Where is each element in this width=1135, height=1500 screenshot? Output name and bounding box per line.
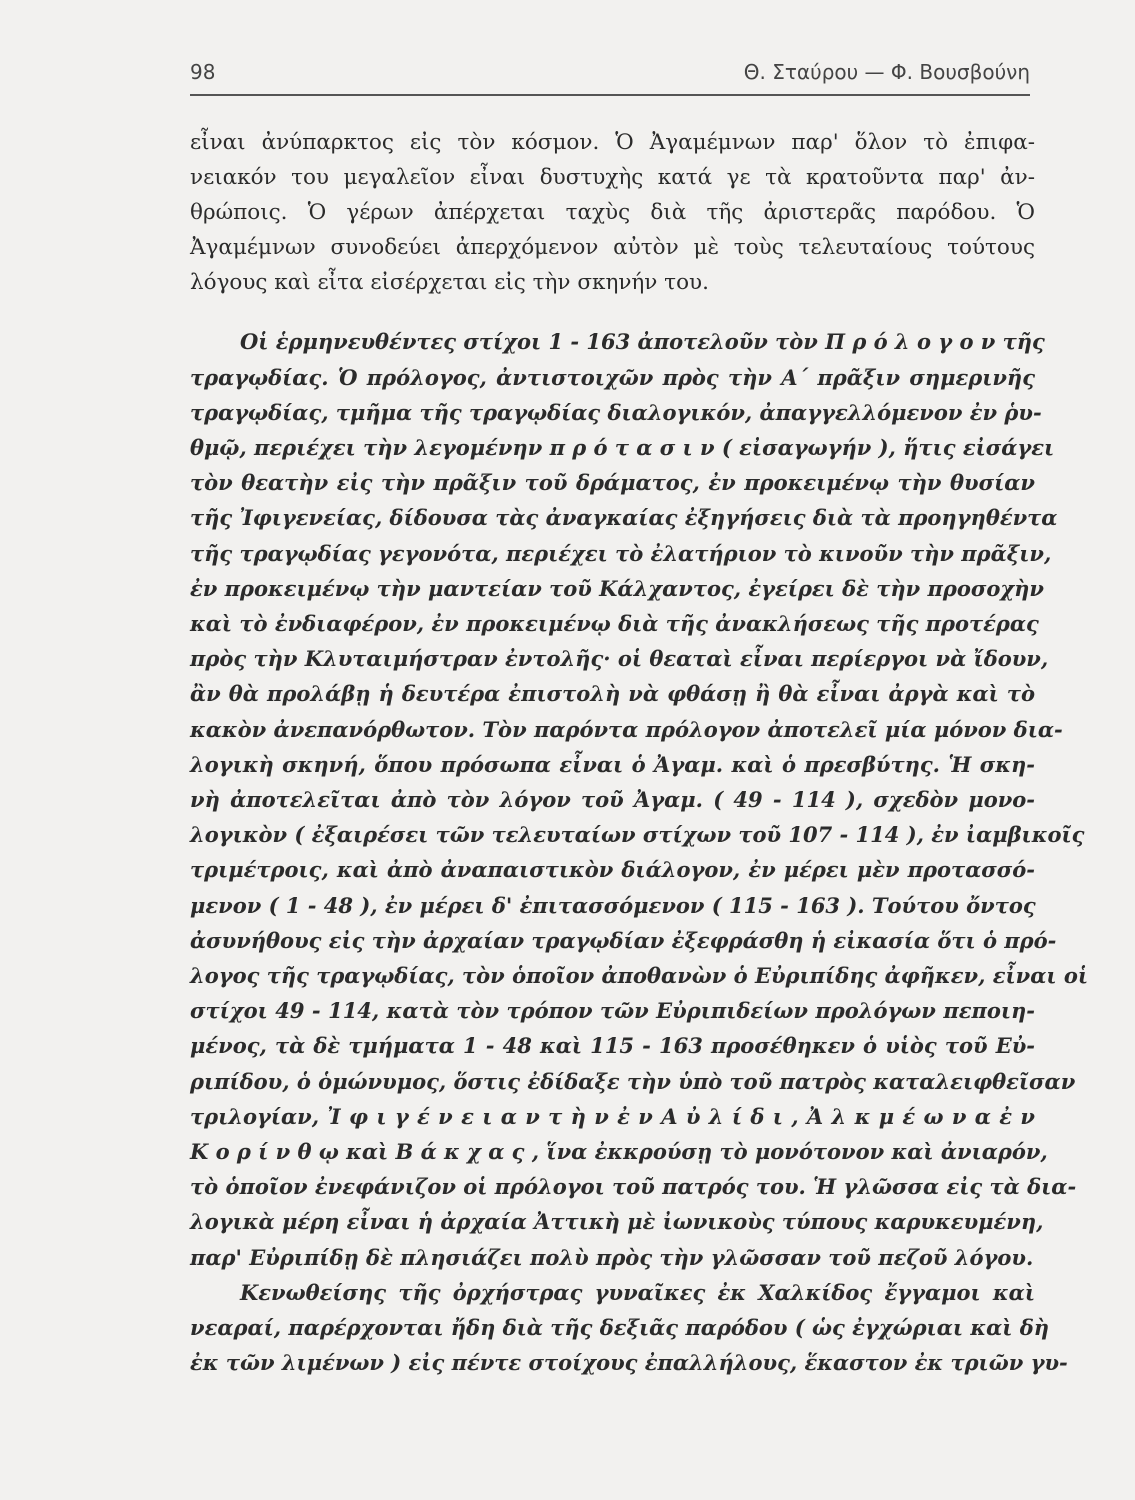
text-line: λόγους καὶ εἶτα εἰσέρχεται εἰς τὴν σκηνήν του. [190, 270, 709, 295]
text-line: ἀσυνήθους εἰς τὴν ἀρχαίαν τραγῳδίαν ἐξεφράσθη ἡ εἰκασία ὅτι ὁ πρό- [190, 928, 1057, 953]
text-line: τὸ ὁποῖον ἐνεφάνιζον οἱ πρόλογοι τοῦ πατρός του. Ἡ γλῶσσα εἰς τὰ δια- [190, 1174, 1077, 1199]
text-line: νεαραί, παρέρχονται ἤδη διὰ τῆς δεξιᾶς παρόδου ( ὡς ἐγχώριαι καὶ δὴ [190, 1315, 1049, 1340]
text-line: ἂν θὰ προλάβῃ ἡ δευτέρα ἐπιστολὴ νὰ φθάσῃ ἢ θὰ εἶναι ἀργὰ καὶ τὸ [190, 681, 1035, 706]
text-line: τὸν θεατὴν εἰς τὴν πρᾶξιν τοῦ δράματος, ἐν προκειμένῳ τὴν θυσίαν [190, 470, 1035, 495]
text-line: λογικὸν ( ἐξαιρέσει τῶν τελευταίων στίχων τοῦ 107 - 114 ), ἐν ἰαμβικοῖς [190, 822, 1085, 847]
text-line: πρὸς τὴν Κλυταιμήστραν ἐντολῆς· οἱ θεαταὶ εἶναι περίεργοι νὰ ἴδουν, [190, 646, 1049, 671]
text-line: τραγῳδίας. Ὁ πρόλογος, ἀντιστοιχῶν πρὸς τὴν Α΄ πρᾶξιν σημερινῆς [190, 365, 1035, 390]
text-line: νειακόν του μεγαλεῖον εἶναι δυστυχὴς κατά γε τὰ κρατοῦντα παρ' ἀν- [190, 165, 1035, 190]
text-line: τριμέτροις, καὶ ἀπὸ ἀναπαιστικὸν διάλογον, ἐν μέρει μὲν προτασσό- [190, 857, 1035, 882]
text-line: τριλογίαν, Ἰ φ ι γ έ ν ε ι α ν τ ὴ ν ἐ ν Α ὐ λ ί δ ι , Ἀ λ κ μ έ ω ν α ἐ ν [190, 1104, 1035, 1129]
text-line: νὴ ἀποτελεῖται ἀπὸ τὸν λόγον τοῦ Ἀγαμ. ( 49 - 114 ), σχεδὸν μονο- [190, 787, 1035, 812]
text-line: ἐκ τῶν λιμένων ) εἰς πέντε στοίχους ἐπαλλήλους, ἕκαστον ἐκ τριῶν γυ- [190, 1350, 1068, 1375]
text-line: λογικὰ μέρη εἶναι ἡ ἀρχαία Ἀττικὴ μὲ ἰωνικοὺς τύπους καρυκευμένη, [190, 1209, 1044, 1234]
running-head: Θ. Σταύρου — Φ. Βουσβούνη [743, 60, 1030, 84]
text-line: τῆς Ἰφιγενείας, δίδουσα τὰς ἀναγκαίας ἐξηγήσεις διὰ τὰ προηγηθέντα [190, 505, 1058, 530]
text-line: θμῷ, περιέχει τὴν λεγομένην π ρ ό τ α σ ι ν ( εἰσαγωγήν ), ἥτις εἰσάγει [190, 435, 1055, 460]
text-line: λογικὴ σκηνή, ὅπου πρόσωπα εἶναι ὁ Ἀγαμ. καὶ ὁ πρεσβύτης. Ἡ σκη- [190, 752, 1035, 777]
text-line: τῆς τραγῳδίας γεγονότα, περιέχει τὸ ἐλατήριον τὸ κινοῦν τὴν πρᾶξιν, [190, 541, 1052, 566]
text-line: κακὸν ἀνεπανόρθωτον. Τὸν παρόντα πρόλογον ἀποτελεῖ μία μόνον δια- [190, 717, 1063, 742]
text-line: Οἱ ἑρμηνευθέντες στίχοι 1 - 163 ἀποτελοῦν τὸν Π ρ ό λ ο γ ο ν τῆς [240, 329, 1045, 354]
text-line: εἶναι ἀνύπαρκτος εἰς τὸν κόσμον. Ὁ Ἀγαμέμνων παρ' ὅλον τὸ ἐπιφα- [190, 130, 1035, 155]
text-line: στίχοι 49 - 114, κατὰ τὸν τρόπον τῶν Εὐριπιδείων προλόγων πεποιη- [190, 998, 1035, 1023]
text-line: λογος τῆς τραγῳδίας, τὸν ὁποῖον ἀποθανὼν ὁ Εὐριπίδης ἀφῆκεν, εἶναι οἱ [190, 963, 1089, 988]
text-line: καὶ τὸ ἐνδιαφέρον, ἐν προκειμένῳ διὰ τῆς ἀνακλήσεως τῆς προτέρας [190, 611, 1039, 636]
page-number: 98 [190, 60, 216, 84]
text-line: ριπίδου, ὁ ὁμώνυμος, ὅστις ἐδίδαξε τὴν ὑπὸ τοῦ πατρὸς καταλειφθεῖσαν [190, 1069, 1076, 1094]
text-line: Κ ο ρ ί ν θ ῳ καὶ Β ά κ χ α ς , ἵνα ἐκκρούσῃ τὸ μονότονον καὶ ἀνιαρόν, [190, 1139, 1048, 1164]
text-line: μένος, τὰ δὲ τμήματα 1 - 48 καὶ 115 - 163 προσέθηκεν ὁ υἱὸς τοῦ Εὐ- [190, 1033, 1035, 1058]
text-line: Ἀγαμέμνων συνοδεύει ἀπερχόμενον αὐτὸν μὲ τοὺς τελευταίους τούτους [190, 235, 1035, 260]
text-line: παρ' Εὐριπίδῃ δὲ πλησιάζει πολὺ πρὸς τὴν γλῶσσαν τοῦ πεζοῦ λόγου. [190, 1245, 1034, 1270]
page-header [190, 60, 1030, 96]
text-line: τραγῳδίας, τμῆμα τῆς τραγῳδίας διαλογικόν, ἀπαγγελλόμενον ἐν ῥυ- [190, 400, 1042, 425]
text-line: Κενωθείσης τῆς ὀρχήστρας γυναῖκες ἐκ Χαλκίδος ἔγγαμοι καὶ [240, 1280, 1035, 1305]
text-line: μενον ( 1 - 48 ), ἐν μέρει δ' ἐπιτασσόμενον ( 115 - 163 ). Τούτου ὄντος [190, 893, 1036, 918]
text-line: θρώποις. Ὁ γέρων ἀπέρχεται ταχὺς διὰ τῆς ἀριστερᾶς παρόδου. Ὁ [190, 200, 1035, 225]
text-line: ἐν προκειμένῳ τὴν μαντείαν τοῦ Κάλχαντος, ἐγείρει δὲ τὴν προσοχὴν [190, 576, 1045, 601]
